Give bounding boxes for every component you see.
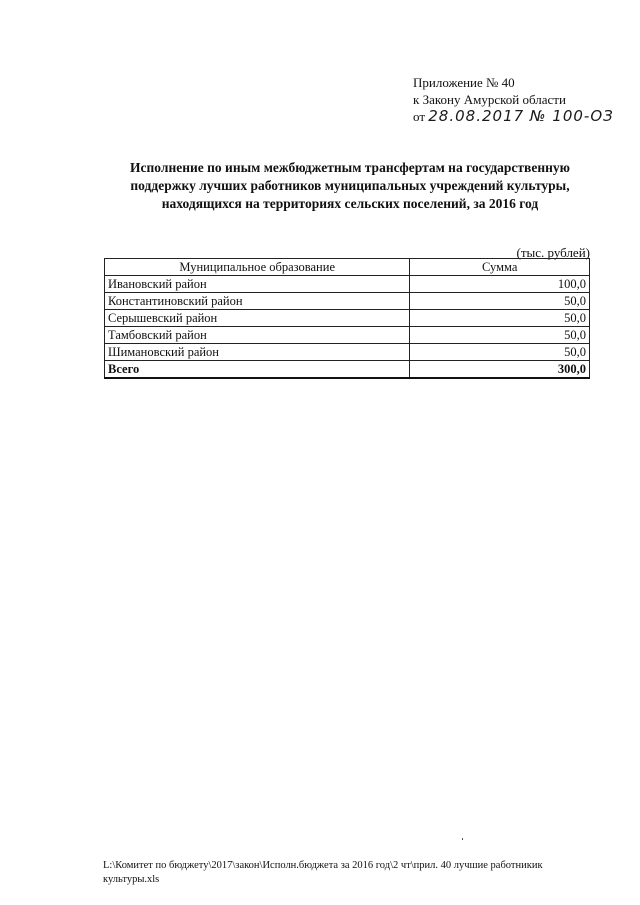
document-title xyxy=(100,159,600,213)
table-row xyxy=(105,327,590,344)
table-header-row xyxy=(105,259,590,276)
transfers-table xyxy=(104,258,590,379)
municipality-name: Ивановский район xyxy=(105,276,410,293)
column-header-amount: Сумма xyxy=(410,259,590,276)
title-line-2: поддержку лучших работников муниципальных учреждений культуры, xyxy=(130,178,570,193)
appendix-header xyxy=(413,74,614,125)
amount-value: 100,0 xyxy=(410,276,590,293)
appendix-date-prefix: от xyxy=(413,109,426,124)
amount-value: 50,0 xyxy=(410,310,590,327)
table-row xyxy=(105,276,590,293)
municipality-name: Серышевский район xyxy=(105,310,410,327)
title-line-1: Исполнение по иным межбюджетным трансфертам на государственную xyxy=(130,160,570,175)
file-path-line-1: L:\Комитет по бюджету\2017\закон\Исполн.бюджета за 2016 год\2 чт\прил. 40 лучшие работникик xyxy=(103,860,543,871)
amount-value: 50,0 xyxy=(410,293,590,310)
units-label: (тыс. рублей) xyxy=(516,245,590,260)
table-row xyxy=(105,310,590,327)
handwritten-date-number: 28.08.2017 № 100-ОЗ xyxy=(428,107,614,125)
scan-speck xyxy=(462,838,463,840)
amount-value: 50,0 xyxy=(410,344,590,361)
table-row xyxy=(105,293,590,310)
appendix-law: к Закону Амурской области xyxy=(413,92,566,107)
municipality-name: Шимановский район xyxy=(105,344,410,361)
total-label: Всего xyxy=(105,361,410,379)
amount-value: 50,0 xyxy=(410,327,590,344)
file-path-line-2: культуры.xls xyxy=(103,874,160,885)
total-amount: 300,0 xyxy=(410,361,590,379)
column-header-municipality: Муниципальное образование xyxy=(105,259,410,276)
title-line-3: находящихся на территориях сельских поселений, за 2016 год xyxy=(161,196,539,211)
total-row xyxy=(105,361,590,379)
municipality-name: Тамбовский район xyxy=(105,327,410,344)
file-path-footer xyxy=(103,859,603,887)
appendix-date-line xyxy=(413,108,614,125)
table-row xyxy=(105,344,590,361)
municipality-name: Константиновский район xyxy=(105,293,410,310)
appendix-number: Приложение № 40 xyxy=(413,75,515,90)
